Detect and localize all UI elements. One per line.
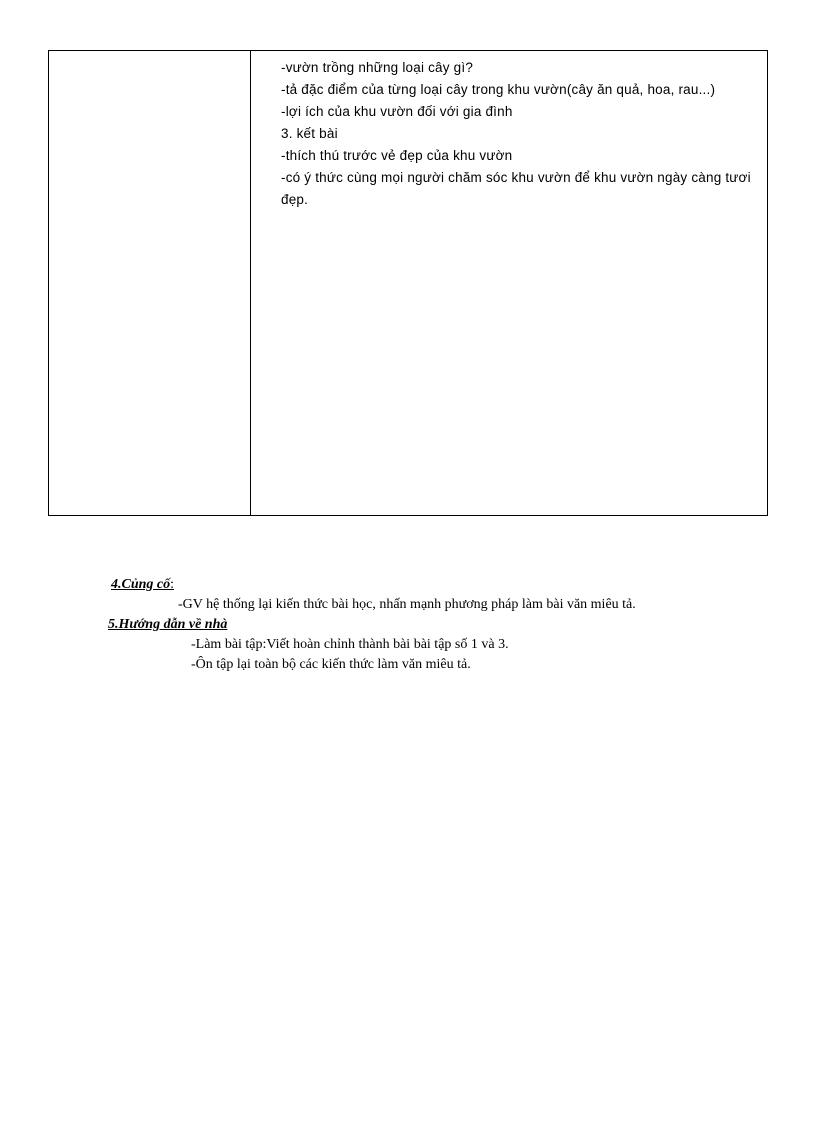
table-left-column <box>49 51 251 515</box>
huong-dan-heading-row <box>108 617 227 633</box>
table-line: -lợi ích của khu vườn đối với gia đình <box>281 104 513 119</box>
table-line: -vườn trồng những loại cây gì? <box>281 60 474 75</box>
cung-co-line: -GV hệ thống lại kiến thức bài học, nhấn mạnh phương pháp làm bài văn miêu tả. <box>178 597 636 612</box>
table-line: -có ý thức cùng mọi người chăm sóc khu vườn để khu vườn ngày càng tươi đẹp. <box>281 170 751 207</box>
huong-dan-heading: 5.Hướng dẫn về nhà <box>108 617 228 632</box>
cung-co-heading-colon: : <box>170 577 175 592</box>
table-line: 3. kết bài <box>281 126 338 141</box>
huong-dan-line: -Ôn tập lại toàn bộ các kiến thức làm văn miêu tả. <box>191 657 471 672</box>
cung-co-heading: 4.Củng cố <box>111 577 171 592</box>
huong-dan-line: -Làm bài tập:Viết hoàn chỉnh thành bài bài tập số 1 và 3. <box>191 637 509 652</box>
cung-co-heading-row <box>111 577 174 593</box>
table-right-column <box>251 51 767 515</box>
lesson-table <box>48 50 768 516</box>
table-line: -tả đặc điểm của từng loại cây trong khu vườn(cây ăn quả, hoa, rau...) <box>281 82 716 97</box>
table-line: -thích thú trước vẻ đẹp của khu vườn <box>281 148 513 163</box>
